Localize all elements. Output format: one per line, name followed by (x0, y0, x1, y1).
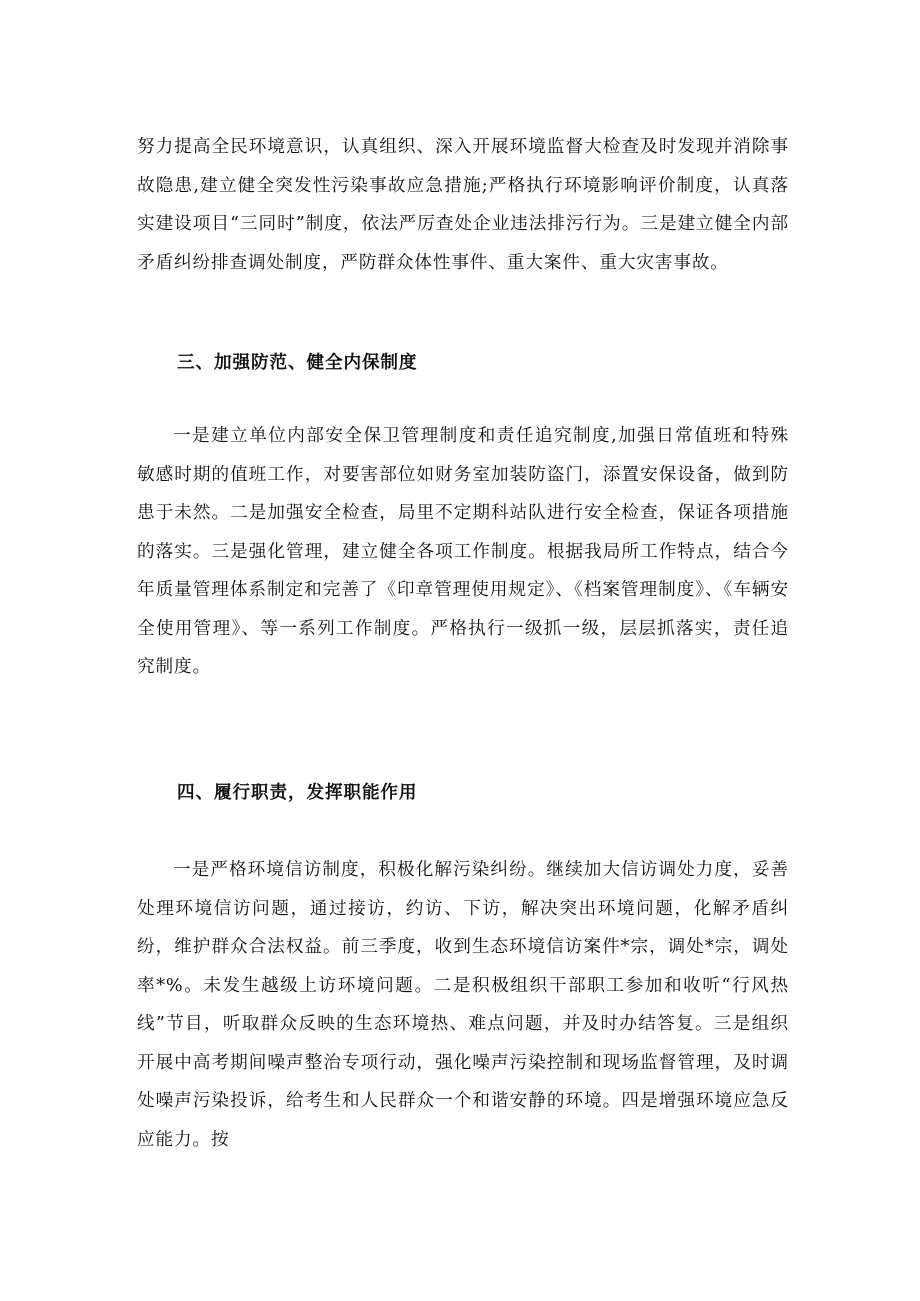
body-paragraph: 一是建立单位内部安全保卫管理制度和责任追究制度,加强日常值班和特殊敏感时期的值班工作，对要害部位如财务室加装防盗门，添置安保设备，做到防患于未然。二是加强安全检查，局里不定期科站队进行安全检查，保证各项措施的落实。三是强化管理，建立健全各项工作制度。根据我局所工作特点，结合今年质量管理体系制定和完善了《印章管理使用规定》、《档案管理制度》、《车辆安全使用管理》、等一系列工作制度。严格执行一级抓一级，层层抓落实，责任追究制度。 (137, 426, 789, 677)
section-heading: 三、加强防范、健全内保制度 (177, 352, 418, 373)
body-paragraph: 努力提高全民环境意识，认真组织、深入开展环境监督大检查及时发现并消除事故隐患,建立健全突发性污染事故应急措施;严格执行环境影响评价制度，认真落实建设项目“三同时”制度，依法严厉查处企业违法排污行为。三是建立健全内部矛盾纠纷排查调处制度，严防群众体性事件、重大案件、重大灾害事故。 (137, 137, 789, 273)
body-paragraph: 一是严格环境信访制度，积极化解污染纠纷。继续加大信访调处力度，妥善处理环境信访问题，通过接访，约访、下访，解决突出环境问题，化解矛盾纠纷，维护群众合法权益。前三季度，收到生态环境信访案件*宗，调处*宗，调处率*%。未发生越级上访环境问题。二是积极组织干部职工参加和收听“行风热线”节目，听取群众反映的生态环境热、难点问题，并及时办结答复。三是组织开展中高考期间噪声整治专项行动，强化噪声污染控制和现场监督管理，及时调处噪声污染投诉，给考生和人民群众一个和谐安静的环境。四是增强环境应急反应能力。按 (137, 860, 789, 1150)
section-heading: 四、履行职责，发挥职能作用 (177, 782, 418, 803)
